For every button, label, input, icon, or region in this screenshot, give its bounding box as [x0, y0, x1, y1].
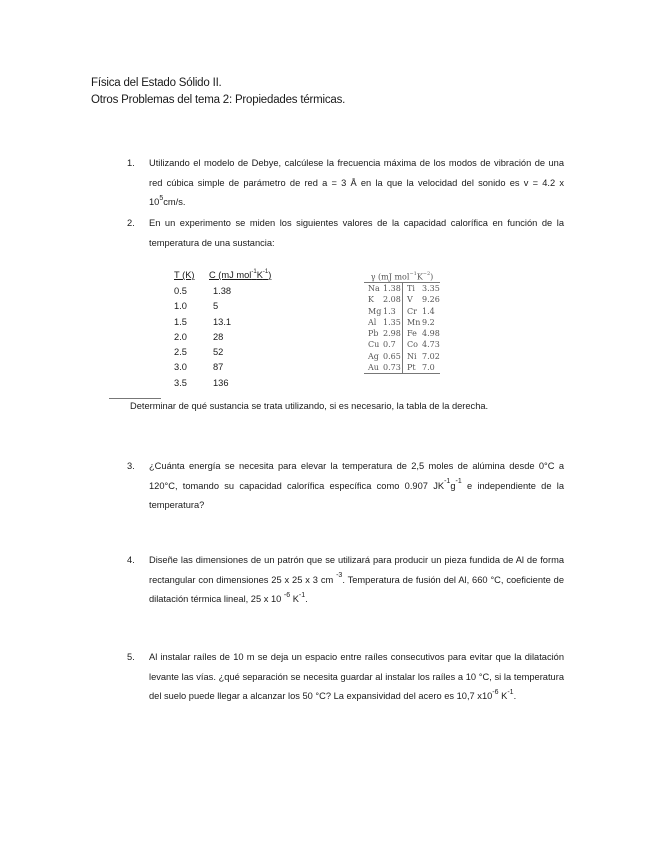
element-symbol: Mn: [407, 317, 421, 327]
problem-text: Utilizando el modelo de Debye, calcúlese la frecuencia máxima de los modos de vibración de una red cúbica simple de parámetro de red a = 3 Å en la que la velocidad del sonido es v = 4.2 x $10^5cm/s$.: [149, 158, 564, 207]
gamma-value: 9.26: [422, 295, 440, 305]
capacity-cell: 52: [213, 347, 224, 358]
gamma-cell-right: [403, 294, 441, 305]
element-symbol: V: [407, 295, 413, 305]
problem-text: Diseñe las dimensiones de un patrón que se utilizará para producir un pieza fundida de Al de forma rectangular con dimensiones 25 x 25 x 3 cm $^{-3}$. Temperatura de fusión del Al, 660 °C, coeficiente de dilatación térmica lineal, 25 x 10 $^{-6}$ $K^{-1}$.: [149, 555, 564, 604]
gamma-value: 4.98: [422, 329, 440, 339]
capacity-table: [174, 270, 293, 391]
temperature-cell: 0.5: [174, 286, 187, 296]
element-symbol: Au: [368, 363, 379, 373]
gamma-table-body: [364, 283, 441, 373]
capacity-table-header: [174, 270, 293, 284]
problem-3: [127, 457, 564, 516]
capacity-cell: 13.1: [213, 316, 232, 327]
problem-number: 4.: [127, 555, 135, 565]
gamma-value: 1.3: [383, 306, 396, 316]
element-symbol: Co: [407, 340, 418, 350]
gamma-table-title: γ (mJ $mol^{-1}K^{-2}$): [364, 269, 440, 283]
problem-text: En un experimento se miden los siguientes valores de la capacidad calorífica en función de la temperatura de una sustancia:: [149, 218, 564, 248]
gamma-value: 0.65: [383, 351, 401, 361]
gamma-value: 1.35: [383, 317, 401, 327]
element-symbol: Na: [368, 284, 380, 293]
gamma-cell-left: [364, 339, 403, 350]
gamma-cell-right: [403, 351, 441, 362]
gamma-value: 1.4: [422, 306, 435, 316]
element-symbol: Ni: [407, 351, 417, 361]
temperature-cell: 3.0: [174, 362, 187, 373]
problem-number: 3.: [127, 461, 135, 471]
element-symbol: Fe: [407, 329, 417, 339]
table-bottom-rule: [364, 373, 440, 374]
problem-text: Al instalar raíles de 10 m se deja un espacio entre raíles consecutivos para evitar que la dilatación levante las vías. ¿qué separación se necesita guardar al instalar los raíles a 10 °C, si la temperatura del suelo puede llegar a alcanzar los 50 °C? La expansividad del acero es 10,7 $x10^{-6}$ $K^{-1}$.: [149, 652, 564, 701]
capacity-cell: 136: [213, 377, 229, 388]
table-row: [364, 328, 441, 339]
gamma-table: [364, 269, 441, 374]
capacity-cell: 87: [213, 362, 224, 373]
element-symbol: Pb: [368, 329, 379, 339]
column-header-temperature: T (K): [174, 270, 195, 280]
gamma-cell-right: [403, 362, 441, 373]
table-row: [364, 339, 441, 350]
gamma-value: 9.2: [422, 317, 435, 327]
gamma-value: 0.7: [383, 340, 396, 350]
element-symbol: Ti: [407, 284, 415, 293]
problem-1: [127, 154, 564, 213]
gamma-value: 0.73: [383, 363, 401, 373]
gamma-cell-left: [364, 283, 403, 294]
table-row: [174, 360, 293, 375]
gamma-value: 7.02: [422, 351, 440, 361]
problem-2: [127, 214, 564, 253]
element-symbol: K: [368, 295, 374, 305]
capacity-cell: 5: [213, 301, 219, 312]
gamma-cell-left: [364, 351, 403, 362]
capacity-table-body: [174, 284, 293, 391]
temperature-cell: 1.5: [174, 316, 187, 327]
problem-text: ¿Cuánta energía se necesita para elevar la temperatura de 2,5 moles de alúmina desde 0°C a 120°C, tomando su capacidad calorífica específica como 0.907 $JK^{-1}g^{-1}$ e independiente de la temperatura?: [149, 461, 565, 510]
gamma-value: 2.08: [383, 295, 401, 305]
table-row: [364, 283, 441, 294]
problem-number: 5.: [127, 652, 135, 662]
element-symbol: Pt: [407, 363, 416, 373]
gamma-value: 1.38: [383, 284, 401, 293]
temperature-cell: 2.5: [174, 347, 187, 358]
table-row: [364, 362, 441, 373]
gamma-cell-right: [403, 306, 441, 317]
temperature-cell: 3.5: [174, 377, 187, 388]
gamma-cell-right: [403, 328, 441, 339]
divider: [109, 398, 161, 399]
table-row: [174, 345, 293, 360]
gamma-cell-left: [364, 362, 403, 373]
table-row: [174, 376, 293, 391]
table-row: [364, 306, 441, 317]
element-symbol: Ag: [368, 351, 379, 361]
table-row: [174, 330, 293, 345]
gamma-value: 2.98: [383, 329, 401, 339]
table-row: [364, 294, 441, 305]
gamma-cell-left: [364, 328, 403, 339]
table-row: [364, 317, 441, 328]
temperature-cell: 2.0: [174, 331, 187, 342]
table-row: [174, 315, 293, 330]
problem-number: 1.: [127, 158, 135, 168]
element-symbol: Cu: [368, 340, 380, 350]
problem-4: [127, 551, 564, 610]
determine-instruction: Determinar de qué sustancia se trata utilizando, si es necesario, la tabla de la derecha.: [130, 401, 489, 411]
gamma-value: 7.0: [422, 363, 435, 373]
column-header-capacity: C (mJ $mol^{-1}K^{-1}$): [209, 269, 272, 281]
gamma-cell-right: [403, 283, 441, 294]
problem-5: [127, 648, 564, 707]
element-symbol: Mg: [368, 306, 382, 316]
temperature-cell: 1.0: [174, 301, 187, 312]
element-symbol: Al: [368, 317, 377, 327]
capacity-cell: 1.38: [213, 286, 232, 296]
gamma-cell-left: [364, 294, 403, 305]
element-symbol: Cr: [407, 306, 417, 316]
table-row: [174, 284, 293, 299]
document-title: Física del Estado Sólido II.: [91, 77, 222, 89]
gamma-cell-left: [364, 317, 403, 328]
problem-number: 2.: [127, 218, 135, 228]
document-subtitle: Otros Problemas del tema 2: Propiedades térmicas.: [91, 94, 346, 106]
table-row: [364, 351, 441, 362]
gamma-cell-left: [364, 306, 403, 317]
capacity-cell: 28: [213, 331, 224, 342]
gamma-value: 3.35: [422, 284, 440, 293]
gamma-value: 4.73: [422, 340, 440, 350]
gamma-cell-right: [403, 339, 441, 350]
table-row: [174, 299, 293, 314]
gamma-cell-right: [403, 317, 441, 328]
